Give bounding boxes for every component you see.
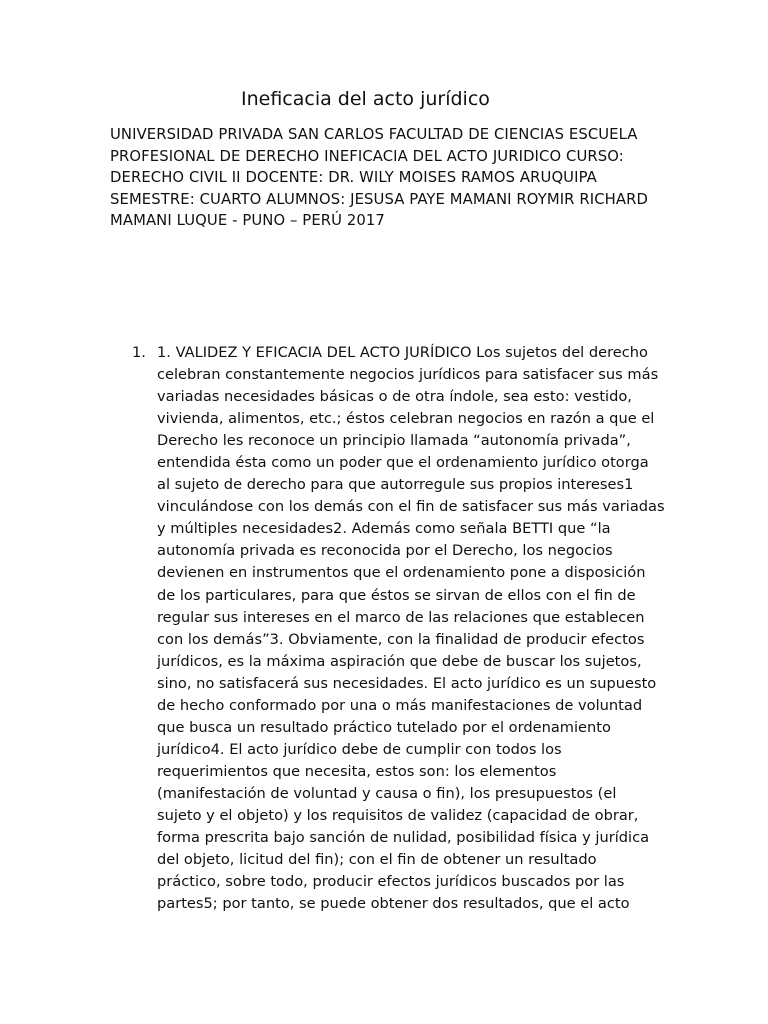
- body-line: regular sus intereses en el marco de las relaciones que establecen: [157, 608, 645, 626]
- body-line: entendida ésta como un poder que el ordenamiento jurídico otorga: [157, 454, 649, 472]
- body-line: jurídico4. El acto jurídico debe de cumplir con todos los: [157, 740, 562, 758]
- header-line: UNIVERSIDAD PRIVADA SAN CARLOS FACULTAD DE CIENCIAS ESCUELA: [110, 126, 638, 143]
- header-line: SEMESTRE: CUARTO ALUMNOS: JESUSA PAYE MAMANI ROYMIR RICHARD: [110, 190, 648, 208]
- body-line: variadas necesidades básicas o de otra índole, sea esto: vestido,: [157, 388, 632, 406]
- body-line: partes5; por tanto, se puede obtener dos resultados, que el acto: [157, 895, 630, 913]
- list-item-number: 1.: [132, 344, 146, 361]
- body-line: Derecho les reconoce un principio llamada “autonomía privada”,: [157, 432, 631, 450]
- body-line: devienen en instrumentos que el ordenamiento pone a disposición: [157, 564, 646, 582]
- body-line: sino, no satisfacerá sus necesidades. El acto jurídico es un supuesto: [157, 674, 657, 692]
- body-line: al sujeto de derecho para que autorregule sus propios intereses1: [157, 476, 634, 494]
- body-line: forma prescrita bajo sanción de nulidad, posibilidad física y jurídica: [157, 829, 650, 847]
- body-line: de los particulares, para que éstos se sirvan de ellos con el fin de: [157, 586, 636, 604]
- body-line: vinculándose con los demás con el fin de satisfacer sus más variadas: [157, 498, 665, 516]
- list-item-body: [157, 342, 677, 915]
- document-header: [110, 124, 670, 232]
- body-line: de hecho conformado por una o más manifestaciones de voluntad: [157, 696, 643, 714]
- body-line: práctico, sobre todo, producir efectos jurídicos buscados por las: [157, 873, 625, 891]
- body-line: celebran constantemente negocios jurídicos para satisfacer sus más: [157, 366, 659, 384]
- body-line: con los demás”3. Obviamente, con la finalidad de producir efectos: [157, 630, 645, 648]
- body-line: requerimientos que necesita, estos son: los elementos: [157, 762, 557, 780]
- body-line: y múltiples necesidades2. Además como señala BETTI que “la: [157, 520, 611, 538]
- body-line: sujeto y el objeto) y los requisitos de validez (capacidad de obrar,: [157, 806, 639, 824]
- header-line: MAMANI LUQUE - PUNO – PERÚ 2017: [110, 212, 385, 229]
- body-line: 1. VALIDEZ Y EFICACIA DEL ACTO JURÍDICO Los sujetos del derecho: [157, 344, 648, 361]
- header-line: PROFESIONAL DE DERECHO INEFICACIA DEL ACTO JURIDICO CURSO:: [110, 147, 624, 165]
- body-line: (manifestación de voluntad y causa o fin), los presupuestos (el: [157, 784, 617, 802]
- body-line: vivienda, alimentos, etc.; éstos celebran negocios en razón a que el: [157, 410, 655, 428]
- body-line: autonomía privada es reconocida por el Derecho, los negocios: [157, 542, 613, 560]
- document-title: Ineficacia del acto jurídico: [241, 88, 490, 110]
- body-line: jurídicos, es la máxima aspiración que debe de buscar los sujetos,: [157, 652, 642, 670]
- header-line: DERECHO CIVIL II DOCENTE: DR. WILY MOISES RAMOS ARUQUIPA: [110, 169, 597, 186]
- body-line: del objeto, licitud del fin); con el fin de obtener un resultado: [157, 851, 597, 869]
- body-line: que busca un resultado práctico tutelado por el ordenamiento: [157, 718, 611, 736]
